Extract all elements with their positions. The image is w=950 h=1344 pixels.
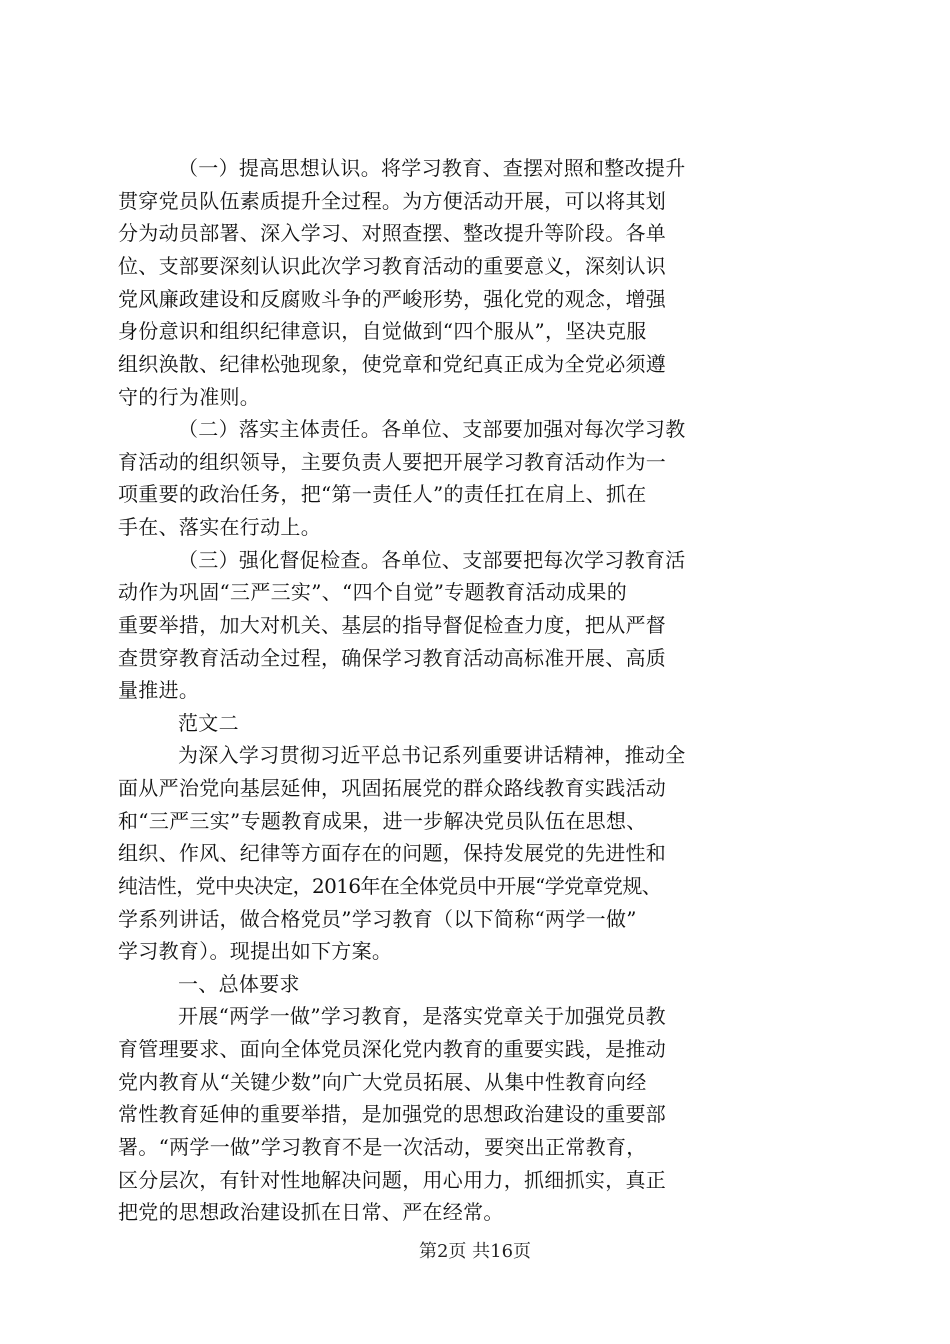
text-line: （一）提高思想认识。将学习教育、查摆对照和整改提升 (178, 156, 686, 180)
text-line: 和“三严三实”专题教育成果，进一步解决党员队伍在思想、 (118, 809, 647, 833)
text-line: 查贯穿教育活动全过程，确保学习教育活动高标准开展、高质 (118, 646, 667, 670)
text-line: 守的行为准则。 (118, 385, 261, 409)
text-line: 位、支部要深刻认识此次学习教育活动的重要意义，深刻认识 (118, 254, 667, 278)
text-line: 育管理要求、面向全体党员深化党内教育的重要实践，是推动 (118, 1037, 667, 1061)
text-line: 为深入学习贯彻习近平总书记系列重要讲话精神，推动全 (178, 743, 686, 767)
text-line: 党内教育从“关键少数”向广大党员拓展、从集中性教育向经 (118, 1070, 647, 1094)
section-heading: 范文二 (178, 711, 239, 735)
text-line: （三）强化督促检查。各单位、支部要把每次学习教育活 (178, 548, 686, 572)
text-line: 纯洁性，党中央决定，2016年在全体党员中开展“学党章党规、 (118, 874, 662, 898)
text-line: 组织涣散、纪律松弛现象，使党章和党纪真正成为全党必须遵 (118, 352, 667, 376)
text-line: 项重要的政治任务，把“第一责任人”的责任扛在肩上、抓在 (118, 482, 647, 506)
text-line: 育活动的组织领导，主要负责人要把开展学习教育活动作为一 (118, 450, 667, 474)
text-line: 署。“两学一做”学习教育不是一次活动，要突出正常教育， (118, 1135, 647, 1159)
text-line: 面从严治党向基层延伸，巩固拓展党的群众路线教育实践活动 (118, 776, 667, 800)
text-line: 动作为巩固“三严三实”、“四个自觉”专题教育活动成果的 (118, 580, 627, 604)
text-line: 常性教育延伸的重要举措，是加强党的思想政治建设的重要部 (118, 1102, 667, 1126)
text-line: 贯穿党员队伍素质提升全过程。为方便活动开展，可以将其划 (118, 189, 667, 213)
text-line: 党风廉政建设和反腐败斗争的严峻形势，强化党的观念，增强 (118, 287, 667, 311)
text-line: 分为动员部署、深入学习、对照查摆、整改提升等阶段。各单 (118, 221, 667, 245)
text-line: 学系列讲话，做合格党员”学习教育（以下简称“两学一做” (118, 907, 637, 931)
text-line: 身份意识和组织纪律意识，自觉做到“四个服从”，坚决克服 (118, 319, 647, 343)
text-line: 组织、作风、纪律等方面存在的问题，保持发展党的先进性和 (118, 841, 667, 865)
text-line: 开展“两学一做”学习教育，是落实党章关于加强党员教 (178, 1004, 666, 1028)
section-heading: 一、总体要求 (178, 972, 300, 996)
text-line: 手在、落实在行动上。 (118, 515, 321, 539)
text-line: 区分层次，有针对性地解决问题，用心用力，抓细抓实，真正 (118, 1168, 667, 1192)
text-line: 量推进。 (118, 678, 200, 702)
text-line: 把党的思想政治建设抓在日常、严在经常。 (118, 1200, 504, 1224)
text-line: （二）落实主体责任。各单位、支部要加强对每次学习教 (178, 417, 686, 441)
text-line: 学习教育）。现提出如下方案。 (118, 939, 393, 963)
text-line: 重要举措，加大对机关、基层的指导督促检查力度，把从严督 (118, 613, 667, 637)
page-footer: 第2页 共16页 (418, 1241, 532, 1262)
